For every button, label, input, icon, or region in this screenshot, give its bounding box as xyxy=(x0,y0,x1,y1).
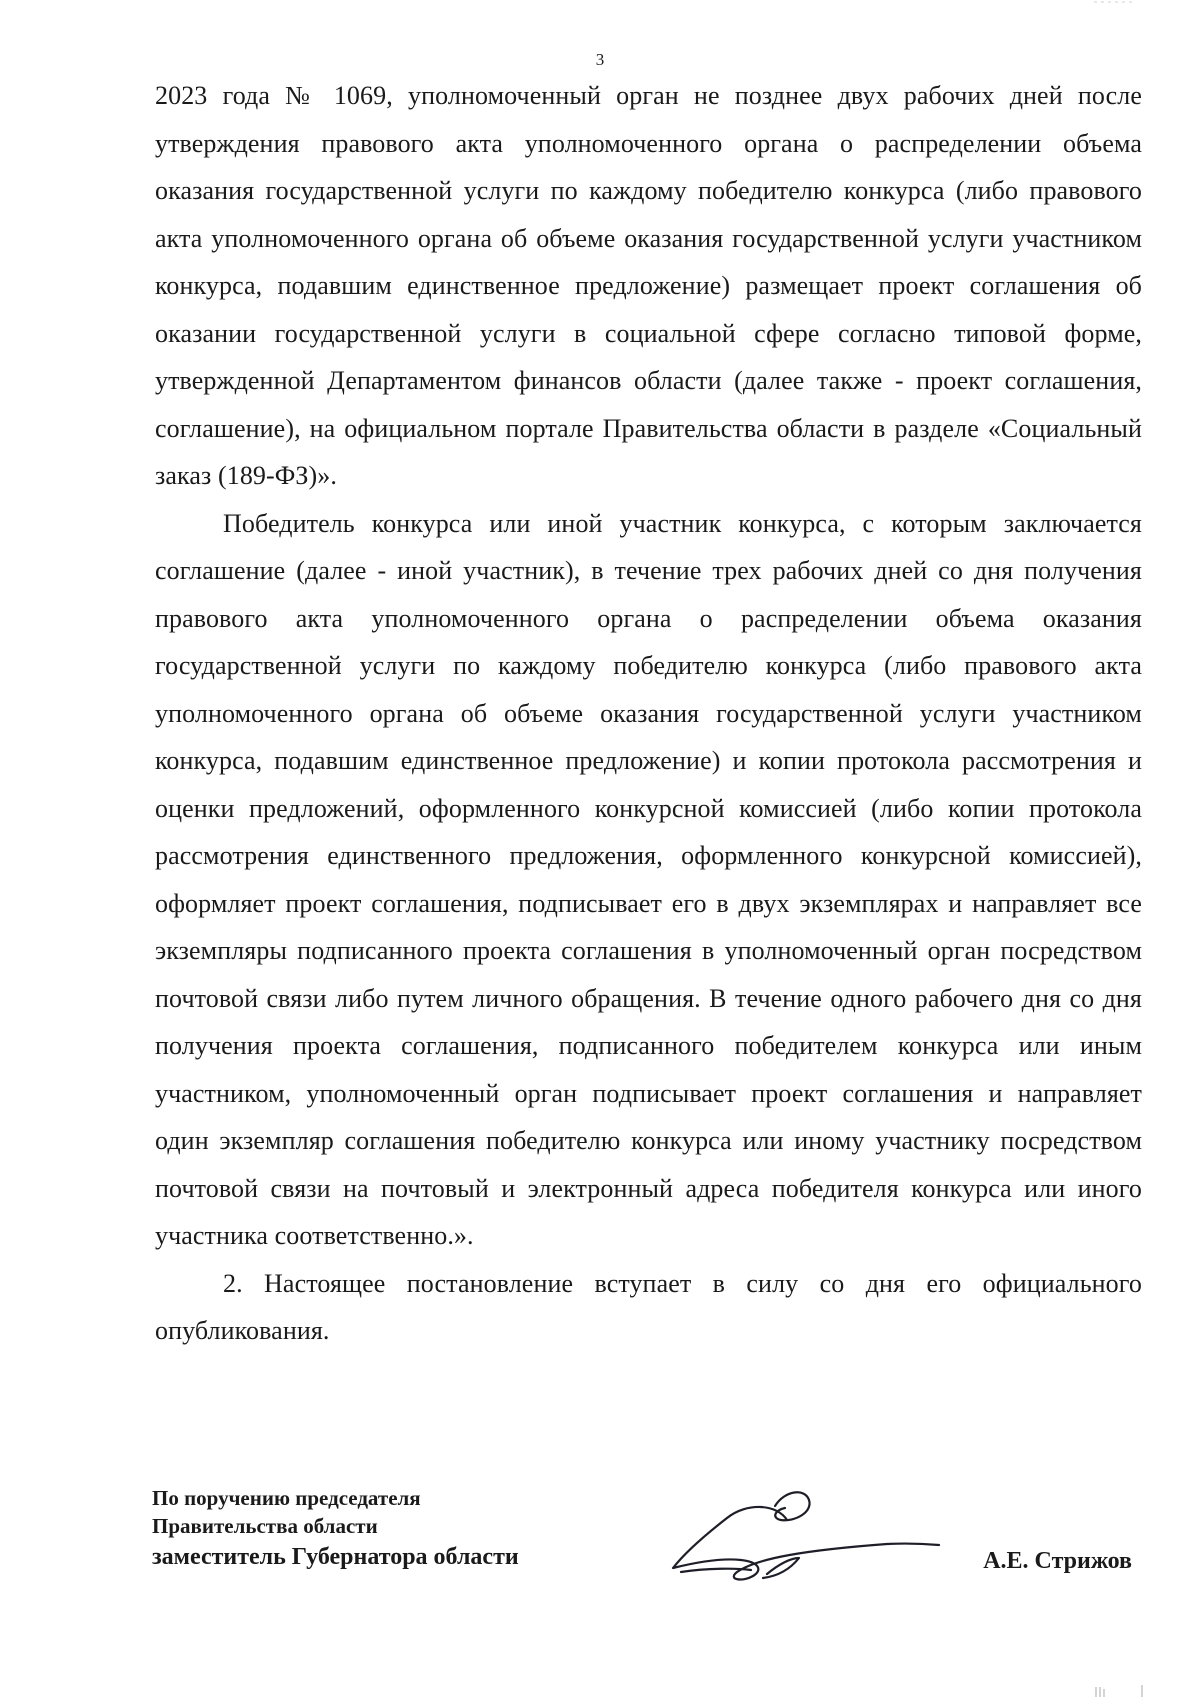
signature-block xyxy=(152,1484,1132,1594)
paragraph-effective-date: 2. Настоящее постановление вступает в силу со дня его официального опубликования. xyxy=(155,1268,1142,1345)
scan-artifact-top xyxy=(1092,0,1138,5)
scan-artifact-bottom xyxy=(1080,1683,1150,1697)
signatory-position-line-1: По поручению председателя xyxy=(152,1486,421,1510)
paragraph-continuation: 2023 года № 1069, уполномоченный орган не позднее двух рабочих дней после утверждения правового акта уполномоченного органа о распределении объема оказания государственной услуги по каждому победителю конкурса (либо правового акта уполномоченного органа об объеме оказания государственной услуги участником конкурса, подавшим единственное предложение) размещает проект соглашения об оказании государственной услуги в социальной сфере согласно типовой форме, утвержденной Департаментом финансов области (далее также - проект соглашения, соглашение), на официальном портале Правительства области в разделе «Социальный заказ (189-ФЗ)». xyxy=(155,81,1142,490)
signatory-position xyxy=(152,1484,519,1574)
signatory-position-line-2: Правительства области xyxy=(152,1514,378,1538)
page-number: 3 xyxy=(595,50,605,69)
signatory-position-line-3: заместитель Губернатора области xyxy=(152,1544,519,1570)
signatory-name: А.Е. Стрижов xyxy=(983,1548,1132,1574)
paragraph-agreement-procedure: Победитель конкурса или иной участник конкурса, с которым заключается соглашение (далее - иной участник), в течение трех рабочих дней со дня получения правового акта уполномоченного органа о распределении объема оказания государственной услуги по каждому победителю конкурса (либо правового акта уполномоченного органа об объеме оказания государственной услуги участником конкурса, подавшим единственное предложение) и копии протокола рассмотрения и оценки предложений, оформленного конкурсной комиссией (либо копии протокола рассмотрения единственного предложения, оформленного конкурсной комиссией), оформляет проект соглашения, подписывает его в двух экземплярах и направляет все экземпляры подписанного проекта соглашения в уполномоченный орган посредством почтовой связи либо путем личного обращения. В течение одного рабочего дня со дня получения проекта соглашения, подписанного победителем конкурса или иным участником, уполномоченный орган подписывает проект соглашения и направляет один экземпляр соглашения победителю конкурса или иному участнику посредством почтовой связи на почтовый и электронный адреса победителя конкурса или иного участника соответственно.». xyxy=(155,508,1142,1250)
handwritten-signature xyxy=(667,1484,947,1594)
document-body xyxy=(155,72,1142,1355)
